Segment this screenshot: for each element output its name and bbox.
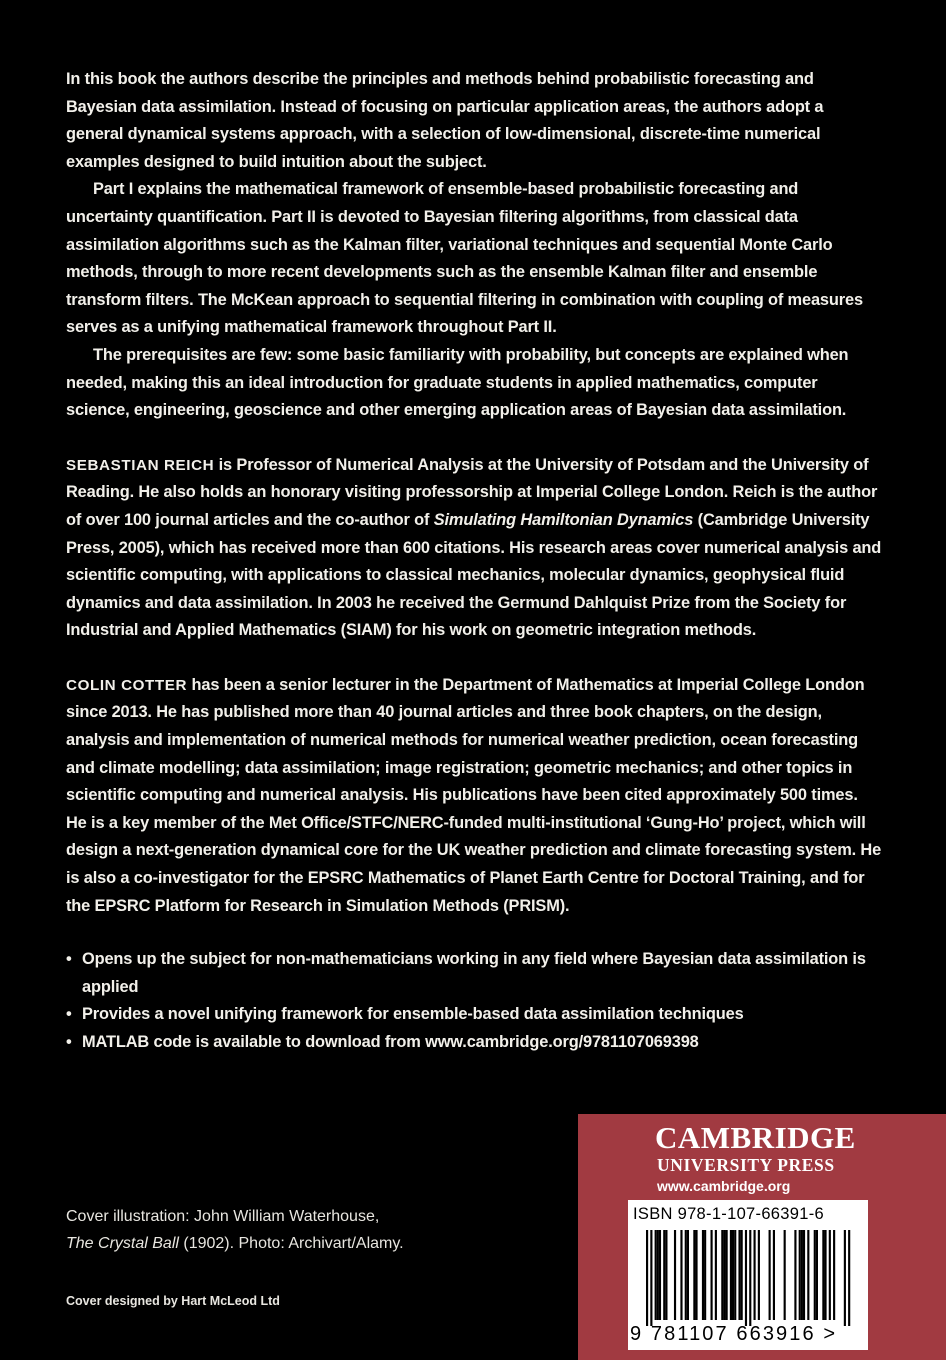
feature-text: Opens up the subject for non-mathematicians working in any field where Bayesian data assimilation is applied [82, 950, 866, 996]
description-paragraph-2: Part I explains the mathematical framework of ensemble-based probabilistic forecasting and uncertainty quantification. Part II is devoted to Bayesian filtering algorithms, from classical data assimilation algorithms such as the Kalman filter, variational techniques and sequential Monte Carlo methods, through to more recent developments such as the ensemble Kalman filter and ensemble transform filters. The McKean approach to sequential filtering in combination with coupling of measures serves as a unifying mathematical framework throughout Part II. [66, 180, 863, 337]
list-item [66, 1001, 882, 1029]
list-item [66, 946, 882, 1001]
author-bio-reich-text-a: is Professor of Numerical Analysis at the University of Potsdam and the University of Reading. He also holds an honorary visiting professorship at Imperial College London. Reich is the author of over 100 journal articles and the co-author of [66, 455, 878, 529]
barcode-bar [659, 1230, 661, 1320]
list-item [66, 1029, 882, 1057]
barcode-bar [745, 1230, 747, 1326]
barcode-bar [829, 1230, 831, 1320]
barcode-bar [738, 1230, 740, 1320]
cover-designer-credit: Cover designed by Hart McLeod Ltd [66, 1294, 280, 1308]
bullet-icon: • [66, 950, 72, 968]
barcode-bar [687, 1230, 689, 1320]
barcode-bar [685, 1230, 687, 1320]
barcode-bar [693, 1230, 695, 1320]
feature-text: MATLAB code is available to download from www.cambridge.org/9781107069398 [82, 1032, 699, 1051]
author-bio-reich [66, 452, 882, 645]
barcode-bar [711, 1230, 713, 1320]
barcode-bar [715, 1230, 717, 1320]
barcode-bar [848, 1230, 850, 1326]
barcode-bar [773, 1230, 775, 1320]
bullet-icon: • [66, 1032, 72, 1051]
barcode-bar [663, 1230, 665, 1320]
barcode-bar [749, 1230, 751, 1326]
barcode-bar [754, 1230, 756, 1320]
feature-list [66, 946, 882, 1056]
barcode-bar [801, 1230, 803, 1320]
barcode-bar [721, 1230, 723, 1320]
credit-line-2 [66, 1230, 404, 1257]
barcode-bar [723, 1230, 725, 1320]
barcode-bar [758, 1230, 760, 1320]
author-bio-reich-text-b: (Cambridge University Press, 2005), which has received more than 600 citations. His research areas cover numerical analysis and scientific computing, with applications to classical mechanics, molecular dynamics, geophysical fluid dynamics and data assimilation. In 2003 he received the Germund Dahlquist Prize from the Society for Industrial and Applied Mathematics (SIAM) for his work on geometric integration methods. [66, 510, 882, 640]
barcode-bar [822, 1230, 824, 1320]
barcode-bar [680, 1230, 682, 1320]
barcode-bar [655, 1230, 657, 1320]
book-description [66, 66, 882, 920]
barcode-bar [674, 1230, 676, 1320]
barcode-bar [784, 1230, 786, 1320]
cover-illustration-credit [66, 1203, 404, 1257]
barcode-bar [702, 1230, 704, 1320]
publisher-panel [578, 1114, 946, 1360]
publisher-website: www.cambridge.org [657, 1178, 791, 1194]
description-paragraph-3: The prerequisites are few: some basic familiarity with probability, but concepts are explained when needed, making this an ideal introduction for graduate students in applied mathematics, computer science, engineering, geoscience and other emerging application areas of Bayesian data assimilation. [66, 345, 849, 420]
barcode [628, 1200, 868, 1350]
barcode-bar [650, 1230, 652, 1326]
barcode-bar [794, 1230, 796, 1320]
author-bio-cotter-text: has been a senior lecturer in the Department of Mathematics at Imperial College London since 2013. He has published more than 40 journal articles and three book chapters, on the design, analysis and implementation of numerical methods for numerical weather prediction, ocean forecasting and climate modelling; data assimilation; image registration; geometric mechanics; and other topics in scientific computing and numerical analysis. His publications have been cited approximately 500 times. He is a key member of the Met Office/STFC/NERC-funded multi-institutional ‘Gung-Ho’ project, which will design a next-generation dynamical core for the UK weather prediction and climate forecasting system. He is also a co-investigator for the EPSRC Mathematics of Planet Earth Centre for Doctoral Training, and for the EPSRC Platform for Research in Simulation Methods (PRISM). [66, 675, 882, 915]
barcode-bar [803, 1230, 805, 1320]
barcode-bar [665, 1230, 667, 1320]
barcode-bar [844, 1230, 846, 1326]
barcode-bar [657, 1230, 659, 1320]
isbn-label: ISBN 978-1-107-66391-6 [633, 1205, 824, 1223]
barcode-bar [741, 1230, 743, 1320]
feature-text: Provides a novel unifying framework for ensemble-based data assimilation techniques [82, 1005, 744, 1024]
author-name-reich: SEBASTIAN REICH [66, 456, 215, 474]
barcode-bar [814, 1230, 816, 1320]
barcode-bar [807, 1230, 809, 1320]
credit-line-1: Cover illustration: John William Waterhouse, [66, 1208, 380, 1225]
barcode-bar [769, 1230, 771, 1320]
barcode-bar [704, 1230, 706, 1320]
author-bio-cotter [66, 672, 882, 920]
author-name-cotter: COLIN COTTER [66, 676, 188, 694]
barcode-bar [732, 1230, 734, 1320]
barcode-bar [816, 1230, 818, 1320]
credit-line-2-rest: (1902). Photo: Archivart/Alamy. [178, 1235, 404, 1252]
barcode-bar [730, 1230, 732, 1320]
bullet-icon: • [66, 1005, 72, 1024]
barcode-bar [824, 1230, 826, 1320]
barcode-bar [726, 1230, 728, 1320]
barcode-bar [734, 1230, 736, 1320]
artwork-title: The Crystal Ball [66, 1235, 179, 1252]
publisher-name: CAMBRIDGE [655, 1120, 856, 1155]
barcode-bar [695, 1230, 697, 1320]
barcode-bar [646, 1230, 648, 1326]
publisher-press: UNIVERSITY PRESS [657, 1155, 835, 1175]
description-paragraph-1: In this book the authors describe the principles and methods behind probabilistic forecasting and Bayesian data assimilation. Instead of focusing on particular application areas, the authors adopt a general dynamical systems approach, with a selection of low-dimensional, discrete-time numerical examples designed to build intuition about the subject. [66, 70, 824, 171]
book-title-reference: Simulating Hamiltonian Dynamics [433, 510, 694, 529]
barcode-bar [833, 1230, 835, 1320]
barcode-digits: 9 781107 663916 > [630, 1323, 838, 1345]
barcode-bar [799, 1230, 801, 1320]
